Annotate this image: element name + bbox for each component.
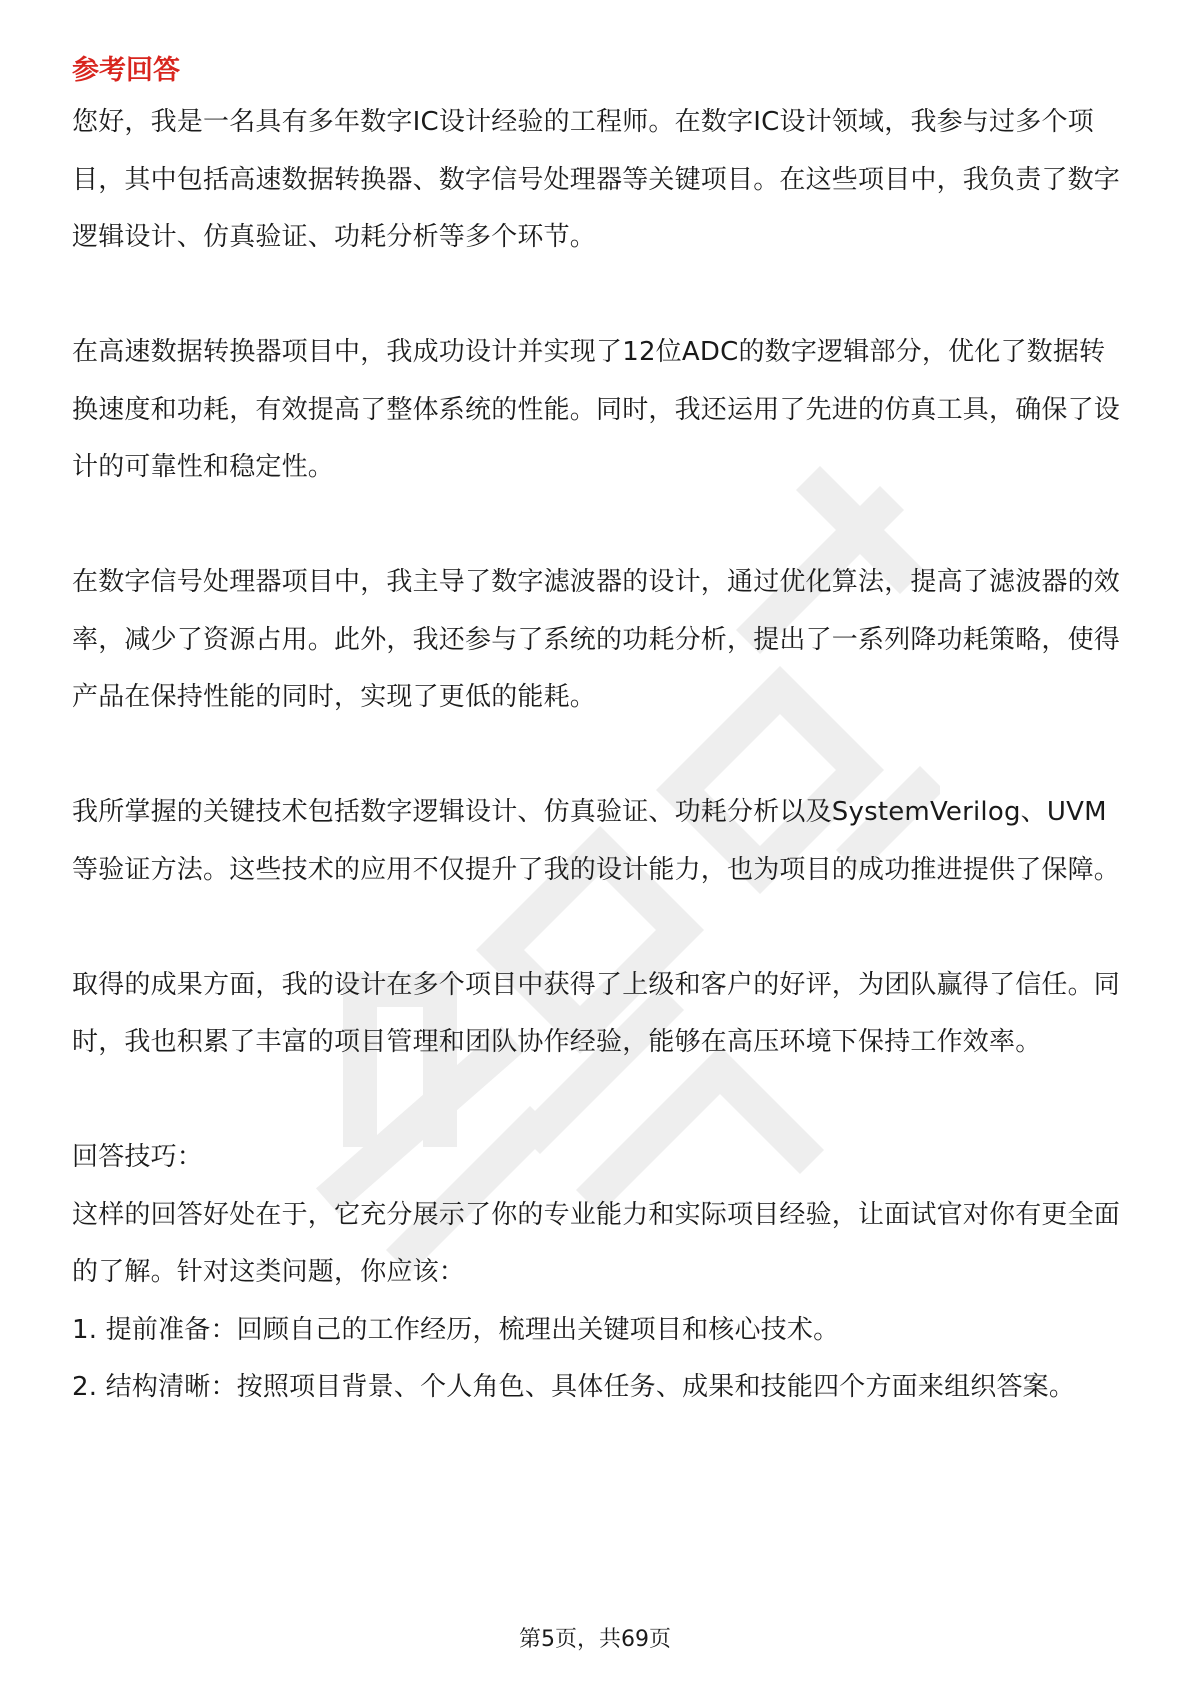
tips-heading: 回答技巧： bbox=[72, 1142, 204, 1172]
paragraph-gap bbox=[72, 727, 1122, 785]
page-number: 第5页，共69页 bbox=[519, 1627, 671, 1652]
paragraph-gap bbox=[72, 1072, 1122, 1130]
tips-intro: 这样的回答好处在于，它充分展示了你的专业能力和实际项目经验，让面试官对你有更全面的了解。针对这类问题，你应该： bbox=[72, 1199, 1121, 1287]
paragraph-gap bbox=[72, 899, 1122, 957]
section-title: 参考回答 bbox=[72, 55, 180, 86]
tip-item: 2. 结构清晰：按照项目背景、个人角色、具体任务、成果和技能四个方面来组织答案。 bbox=[72, 1372, 1076, 1402]
paragraph-dsp-project: 在数字信号处理器项目中，我主导了数字滤波器的设计，通过优化算法，提高了滤波器的效率，减少了资源占用。此外，我还参与了系统的功耗分析，提出了一系列降功耗策略，使得产品在保持性能的同时，实现了更低的能耗。 bbox=[72, 567, 1121, 712]
tip-item: 1. 提前准备：回顾自己的工作经历，梳理出关键项目和核心技术。 bbox=[72, 1314, 840, 1345]
paragraph-gap bbox=[72, 497, 1122, 555]
document-body bbox=[72, 48, 1122, 1417]
paragraph-achievements: 取得的成果方面，我的设计在多个项目中获得了上级和客户的好评，为团队赢得了信任。同时，我也积累了丰富的项目管理和团队协作经验，能够在高压环境下保持工作效率。 bbox=[72, 969, 1121, 1057]
paragraph-gap bbox=[72, 267, 1122, 325]
paragraph-key-skills: 我所掌握的关键技术包括数字逻辑设计、仿真验证、功耗分析以及SystemVerilog、UVM等验证方法。这些技术的应用不仅提升了我的设计能力，也为项目的成功推进提供了保障。 bbox=[72, 797, 1121, 885]
paragraph-intro: 您好，我是一名具有多年数字IC设计经验的工程师。在数字IC设计领域，我参与过多个项目，其中包括高速数据转换器、数字信号处理器等关键项目。在这些项目中，我负责了数字逻辑设计、仿真验证、功耗分析等多个环节。 bbox=[72, 107, 1121, 252]
paragraph-adc-project: 在高速数据转换器项目中，我成功设计并实现了12位ADC的数字逻辑部分，优化了数据转换速度和功耗，有效提高了整体系统的性能。同时，我还运用了先进的仿真工具，确保了设计的可靠性和稳定性。 bbox=[72, 337, 1121, 482]
